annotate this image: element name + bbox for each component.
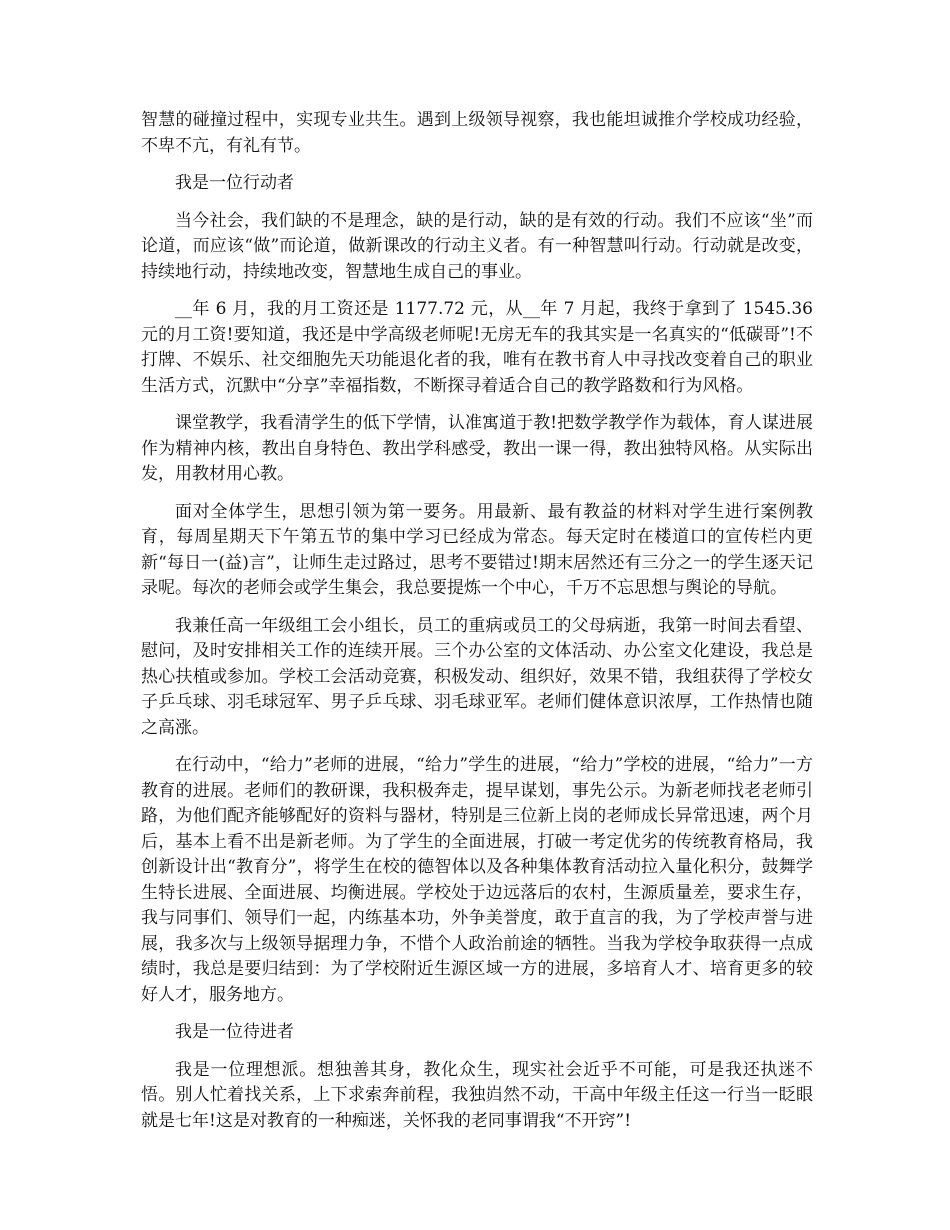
paragraph: 智慧的碰撞过程中，实现专业共生。遇到上级领导视察，我也能坦诚推介学校成功经验，不卑不亢，有礼有节。 [141, 110, 813, 156]
paragraph: 在行动中，“给力”老师的进展，“给力”学生的进展，“给力”学校的进展，“给力”一方教育的进展。老师们的教研课，我积极奔走，提早谋划，事先公示。为新老师找老老师引路，为他们配齐能够配好的资料与器材，特别是三位新上岗的老师成长异常迅速，两个月后，基本上看不出是新老师。为了学生的全面进展，打破一考定优劣的传统教育格局，我创新设计出“教育分”，将学生在校的德智体以及各种集体教育活动拉入量化积分，鼓舞学生特长进展、全面进展、均衡进展。学校处于边远落后的农村，生源质量差，要求生存，我与同事们、领导们一起，内练基本功，外争美誉度，敢于直言的我，为了学校声誉与进展，我多次与上级领导据理力争，不惜个人政治前途的牺牲。当我为学校争取获得一点成绩时，我总是要归结到：为了学校附近生源区域一方的进展，多培育人才、培育更多的较好人才，服务地方。 [141, 755, 813, 1005]
paragraph: 当今社会，我们缺的不是理念，缺的是行动，缺的是有效的行动。我们不应该“坐”而论道，而应该“做”而论道，做新课改的行动主义者。有一种智慧叫行动。行动就是改变，持续地行动，持续地改变，智慧地生成自己的事业。 [141, 210, 813, 282]
paragraph: __年 6 月，我的月工资还是 1177.72 元，从__年 7 月起，我终于拿到了 1545.36 元的月工资!要知道，我还是中学高级老师呢!无房无车的我其实是一名真实的“低碳哥”!不打牌、不娱乐、社交细胞先天功能退化者的我，唯有在教书育人中寻找改变着自己的职业生活方式，沉默中“分享”幸福指数，不断探寻着适合自己的教学路数和行为风格。 [141, 299, 813, 396]
paragraph: 我是一位理想派。想独善其身，教化众生，现实社会近乎不可能，可是我还执迷不悟。别人忙着找关系，上下求索奔前程，我独岿然不动，干高中年级主任这一行当一眨眼就是七年!这是对教育的一种痴迷，关怀我的老同事谓我“不开窍”! [141, 1059, 813, 1131]
section-heading: 我是一位待进者 [175, 1022, 294, 1042]
section-heading: 我是一位行动者 [175, 173, 294, 193]
paragraph: 面对全体学生，思想引领为第一要务。用最新、最有教益的材料对学生进行案例教育，每周星期天下午第五节的集中学习已经成为常态。每天定时在楼道口的宣传栏内更新“每日一(益)言”，让师生走过路过，思考不要错过!期末居然还有三分之一的学生逐天记录呢。每次的老师会或学生集会，我总要提炼一个中心，千万不忘思想与舆论的导航。 [141, 501, 813, 598]
paragraph: 课堂教学，我看清学生的低下学情，认准寓道于教!把数学教学作为载体，育人谋进展作为精神内核，教出自身特色、教出学科感受，教出一课一得，教出独特风格。从实际出发，用教材用心教。 [141, 413, 813, 484]
document-page [141, 108, 813, 1146]
paragraph: 我兼任高一年级组工会小组长，员工的重病或员工的父母病逝，我第一时间去看望、慰问，及时安排相关工作的连续开展。三个办公室的文体活动、办公室文化建设，我总是热心扶植或参加。学校工会活动竞赛，积极发动、组织好，效果不错，我组获得了学校女子乒乓球、羽毛球冠军、男子乒乓球、羽毛球亚军。老师们健体意识浓厚，工作热情也随之高涨。 [141, 615, 813, 738]
